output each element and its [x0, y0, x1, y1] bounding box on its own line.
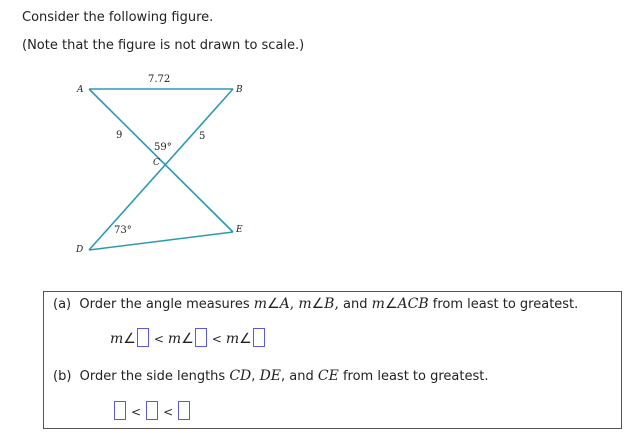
m-symbol: m	[253, 296, 268, 312]
comma: ,	[289, 296, 295, 312]
side-de-label: DE	[259, 368, 282, 384]
side-answer-1[interactable]	[114, 401, 126, 420]
part-a-text: Order the angle measures	[79, 297, 250, 312]
length-bc-label: 5	[199, 131, 206, 142]
m-symbol: m	[298, 296, 312, 312]
part-b-prompt	[53, 368, 489, 384]
part-a-prompt	[53, 296, 578, 312]
point-a-label: A	[77, 85, 84, 95]
side-answer-3[interactable]	[178, 401, 190, 420]
side-cd-label: CD	[229, 368, 252, 384]
segment-bd	[89, 89, 233, 250]
length-ac-label: 9	[116, 130, 123, 141]
point-e-label: E	[236, 225, 243, 235]
side-answer-2[interactable]	[146, 401, 158, 420]
angle-a-label: A	[279, 296, 290, 312]
less-than: <	[131, 405, 142, 419]
note-text: (Note that the figure is not drawn to scale.)	[22, 38, 305, 53]
part-b-text: Order the side lengths	[79, 369, 226, 384]
part-a-text-end: from least to greatest.	[432, 297, 579, 312]
point-b-label: B	[236, 85, 243, 95]
side-ce-label: CE	[317, 368, 339, 384]
less-than: <	[211, 332, 222, 346]
segment-de	[89, 232, 233, 250]
figure-lines	[89, 89, 233, 250]
m-symbol: m	[225, 331, 240, 347]
intro-text: Consider the following figure.	[22, 10, 214, 25]
angle-icon: ∠	[181, 331, 194, 347]
and-text: and	[343, 297, 368, 312]
m-symbol: m	[167, 331, 182, 347]
angle-icon: ∠	[311, 296, 325, 312]
m-symbol: m	[110, 331, 124, 347]
angle-icon: ∠	[123, 331, 136, 347]
point-d-label: D	[76, 245, 84, 255]
less-than: <	[153, 332, 164, 346]
angle-c-label: 59°	[154, 142, 172, 153]
less-than: <	[163, 405, 174, 419]
comma: ,	[334, 296, 339, 312]
angle-icon: ∠	[239, 331, 252, 347]
angle-b-label: B	[324, 296, 335, 312]
angle-icon: ∠	[384, 296, 398, 312]
question-box	[43, 291, 622, 429]
part-b-tag: (b)	[53, 369, 72, 384]
comma: ,	[251, 369, 256, 384]
part-b-response	[113, 401, 191, 420]
m-symbol: m	[371, 296, 385, 312]
segment-ae	[89, 89, 233, 232]
angle-d-label: 73°	[114, 225, 132, 236]
angle-icon: ∠	[267, 296, 280, 312]
angle-answer-1[interactable]	[137, 328, 149, 347]
point-c-label: C	[153, 158, 160, 168]
part-a-response	[110, 328, 266, 347]
length-ab-label: 7.72	[148, 74, 171, 85]
part-b-text-end: from least to greatest.	[342, 369, 489, 384]
comma-and: , and	[281, 369, 314, 384]
angle-answer-2[interactable]	[195, 328, 207, 347]
angle-acb-label: ACB	[397, 296, 429, 312]
part-a-tag: (a)	[53, 297, 72, 312]
angle-answer-3[interactable]	[253, 328, 265, 347]
